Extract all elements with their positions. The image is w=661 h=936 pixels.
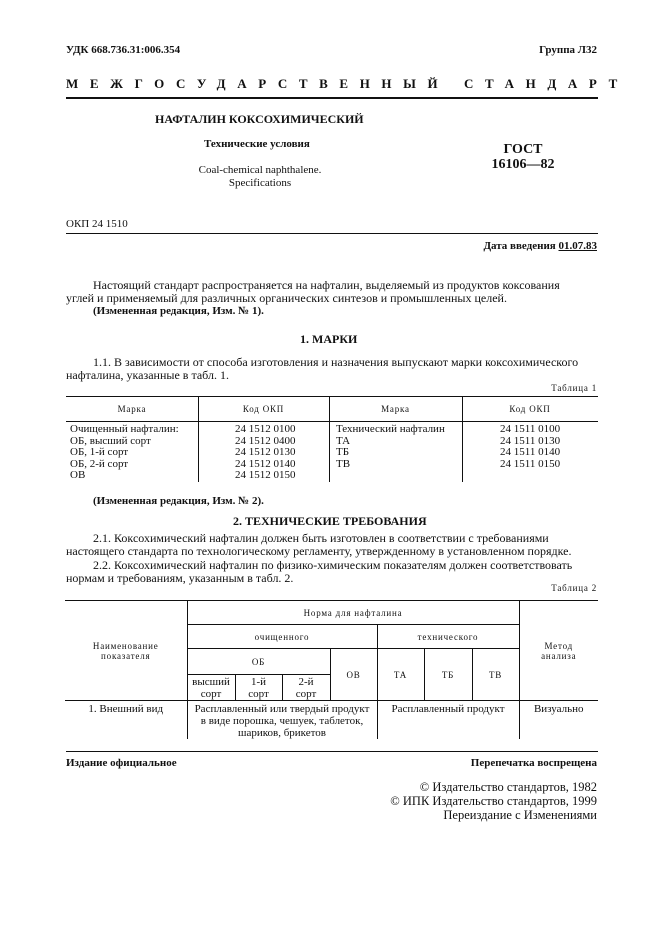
- table2-row1-method: Визуально: [519, 701, 598, 740]
- official-edition: Издание официальное: [66, 757, 177, 769]
- okp-code: ОКП 24 1510: [66, 218, 128, 230]
- section2-p21-line1: 2.1. Коксохимический нафталин должен быть изготовлен в соответствии с требованиями: [93, 531, 549, 545]
- table1-code: 24 1512 0150: [235, 469, 296, 482]
- table1-code: 24 1512 0130: [235, 446, 296, 459]
- table1-header-mark-right: Марка: [381, 404, 410, 414]
- intro-date-value: 01.07.83: [558, 240, 597, 252]
- table2-technical-header: технического: [377, 625, 519, 649]
- gost-number: 16106—82: [491, 157, 555, 172]
- table2-ob-header: ОБ: [187, 649, 330, 675]
- table1-mark: ТВ: [336, 457, 351, 470]
- table2-top-grade: [187, 675, 235, 701]
- table1-mark: ОБ, 2-й сорт: [70, 457, 129, 470]
- table2-ta-header: ТА: [377, 649, 424, 701]
- table2-second-grade-l1: 2-й: [298, 675, 314, 688]
- table2-ov-header: ОВ: [330, 649, 377, 701]
- standard-type: МЕЖГОСУДАРСТВЕННЫЙ СТАНДАРТ: [66, 76, 629, 91]
- intro-date-label: Дата введения: [483, 240, 556, 252]
- table2-col-method: [519, 601, 598, 701]
- table2-second-grade: [282, 675, 330, 701]
- table1-right-marks: [336, 424, 445, 470]
- section1-para-line2: нафталина, указанные в табл. 1.: [66, 368, 229, 382]
- section2-p21-line2: настоящего стандарта по технологическому регламенту, утвержденному в установленном порядке.: [66, 544, 572, 558]
- section1-heading: 1. МАРКИ: [300, 332, 358, 346]
- table1-mark: Очищенный нафталин:: [70, 423, 179, 435]
- table2-row1-technical: Расплавленный продукт: [377, 701, 519, 740]
- table2-col-name: [65, 601, 187, 701]
- footer-rule: [66, 751, 598, 752]
- table1-code: 24 1512 0400: [235, 434, 296, 447]
- table1-code: 24 1511 0150: [500, 457, 561, 470]
- table1-top-rule: [66, 396, 598, 397]
- table1-mark: ОБ, 1-й сорт: [70, 446, 129, 459]
- table1-code: 24 1512 0140: [235, 457, 296, 470]
- header-rule: [66, 97, 598, 99]
- reissue-note: Переиздание с Изменениями: [443, 808, 597, 822]
- table2-second-grade-l2: сорт: [295, 687, 317, 700]
- table2-tv-header: ТВ: [472, 649, 519, 701]
- table1-left-marks: [70, 424, 179, 482]
- intro-amendment: (Измененная редакция, Изм. № 1).: [93, 305, 264, 317]
- table1-header-rule: [66, 421, 598, 422]
- table1-caption: Таблица 1: [551, 383, 597, 393]
- table1-mark: ТБ: [336, 446, 350, 459]
- table1-mark: ОВ: [70, 469, 86, 482]
- table2-caption: Таблица 2: [551, 583, 597, 593]
- table2-first-grade-l2: сорт: [248, 687, 269, 700]
- table1-header-mark-left: Марка: [117, 404, 147, 414]
- reprint-prohibited: Перепечатка воспрещена: [470, 757, 597, 769]
- table2-row1-purified-l2: в виде порошка, чешуек, таблеток,: [200, 715, 364, 727]
- table2-first-grade-l1: 1-й: [250, 675, 267, 688]
- table1-code: 24 1512 0100: [235, 423, 296, 435]
- table1-header-code-right: Код ОКП: [509, 404, 551, 414]
- table1-code: 24 1511 0140: [500, 446, 561, 459]
- table1-left-codes: [235, 424, 296, 482]
- section1-amendment: (Измененная редакция, Изм. № 2).: [93, 495, 264, 507]
- table2-tb-header: ТБ: [424, 649, 472, 701]
- english-title-line2: Specifications: [228, 177, 292, 189]
- table2-col-method-l1: Метод: [544, 640, 573, 651]
- table1-code: 24 1511 0100: [500, 423, 561, 435]
- table1-mark: Технический нафталин: [336, 423, 445, 435]
- table1-mark: ОБ, высший сорт: [70, 434, 151, 447]
- intro-date: [483, 240, 597, 252]
- table2-top-grade-l1: высший: [192, 675, 230, 688]
- table1-right-codes: [500, 424, 560, 470]
- table2-col-name-l1: Наименование: [92, 640, 159, 651]
- copyright-1982: © Издательство стандартов, 1982: [419, 780, 597, 794]
- section2-heading: 2. ТЕХНИЧЕСКИЕ ТРЕБОВАНИЯ: [233, 514, 427, 528]
- gost-label: ГОСТ: [503, 142, 543, 157]
- table1-header-code-left: Код ОКП: [242, 404, 285, 414]
- section2-p22-line1: 2.2. Коксохимический нафталин по физико-химическим показателям должен соответствовать: [93, 558, 573, 572]
- table2: [65, 600, 598, 739]
- section1-para-line1: 1.1. В зависимости от способа изготовления и назначения выпускают марки коксохимического: [93, 355, 579, 369]
- table1-mark: ТА: [336, 434, 351, 447]
- section2-p22-line2: нормам и требованиям, указанным в табл. 2.: [66, 571, 294, 585]
- doc-title: НАФТАЛИН КОКСОХИМИЧЕСКИЙ: [155, 112, 364, 126]
- table2-row1-purified-l3: шариков, брикетов: [237, 727, 326, 739]
- table2-col-method-l2: анализа: [541, 650, 577, 661]
- table2-row1-purified: [187, 701, 377, 740]
- table2-top-grade-l2: сорт: [200, 687, 222, 700]
- intro-line2: углей и применяемый для различных органических синтезов и промышленных целей.: [66, 291, 507, 305]
- table2-purified-header: очищенного: [187, 625, 377, 649]
- english-title-line1: Coal-chemical naphthalene.: [198, 164, 322, 176]
- doc-subtitle: Технические условия: [204, 138, 310, 150]
- table1-code: 24 1511 0130: [500, 434, 561, 447]
- copyright-1999: © ИПК Издательство стандартов, 1999: [390, 794, 597, 808]
- udk-code: УДК 668.736.31:006.354: [66, 44, 181, 56]
- table2-row1-purified-l1: Расплавленный или твердый продукт: [194, 703, 370, 715]
- group-code: Группа Л32: [539, 44, 597, 56]
- table2-first-grade: [235, 675, 282, 701]
- intro-line1: Настоящий стандарт распространяется на нафталин, выделяемый из продуктов коксования: [93, 278, 560, 292]
- okp-rule: [66, 233, 598, 234]
- table2-norm-header: Норма для нафталина: [187, 601, 519, 625]
- table2-row1-name: 1. Внешний вид: [65, 701, 187, 740]
- table2-col-name-l2: показателя: [101, 650, 151, 661]
